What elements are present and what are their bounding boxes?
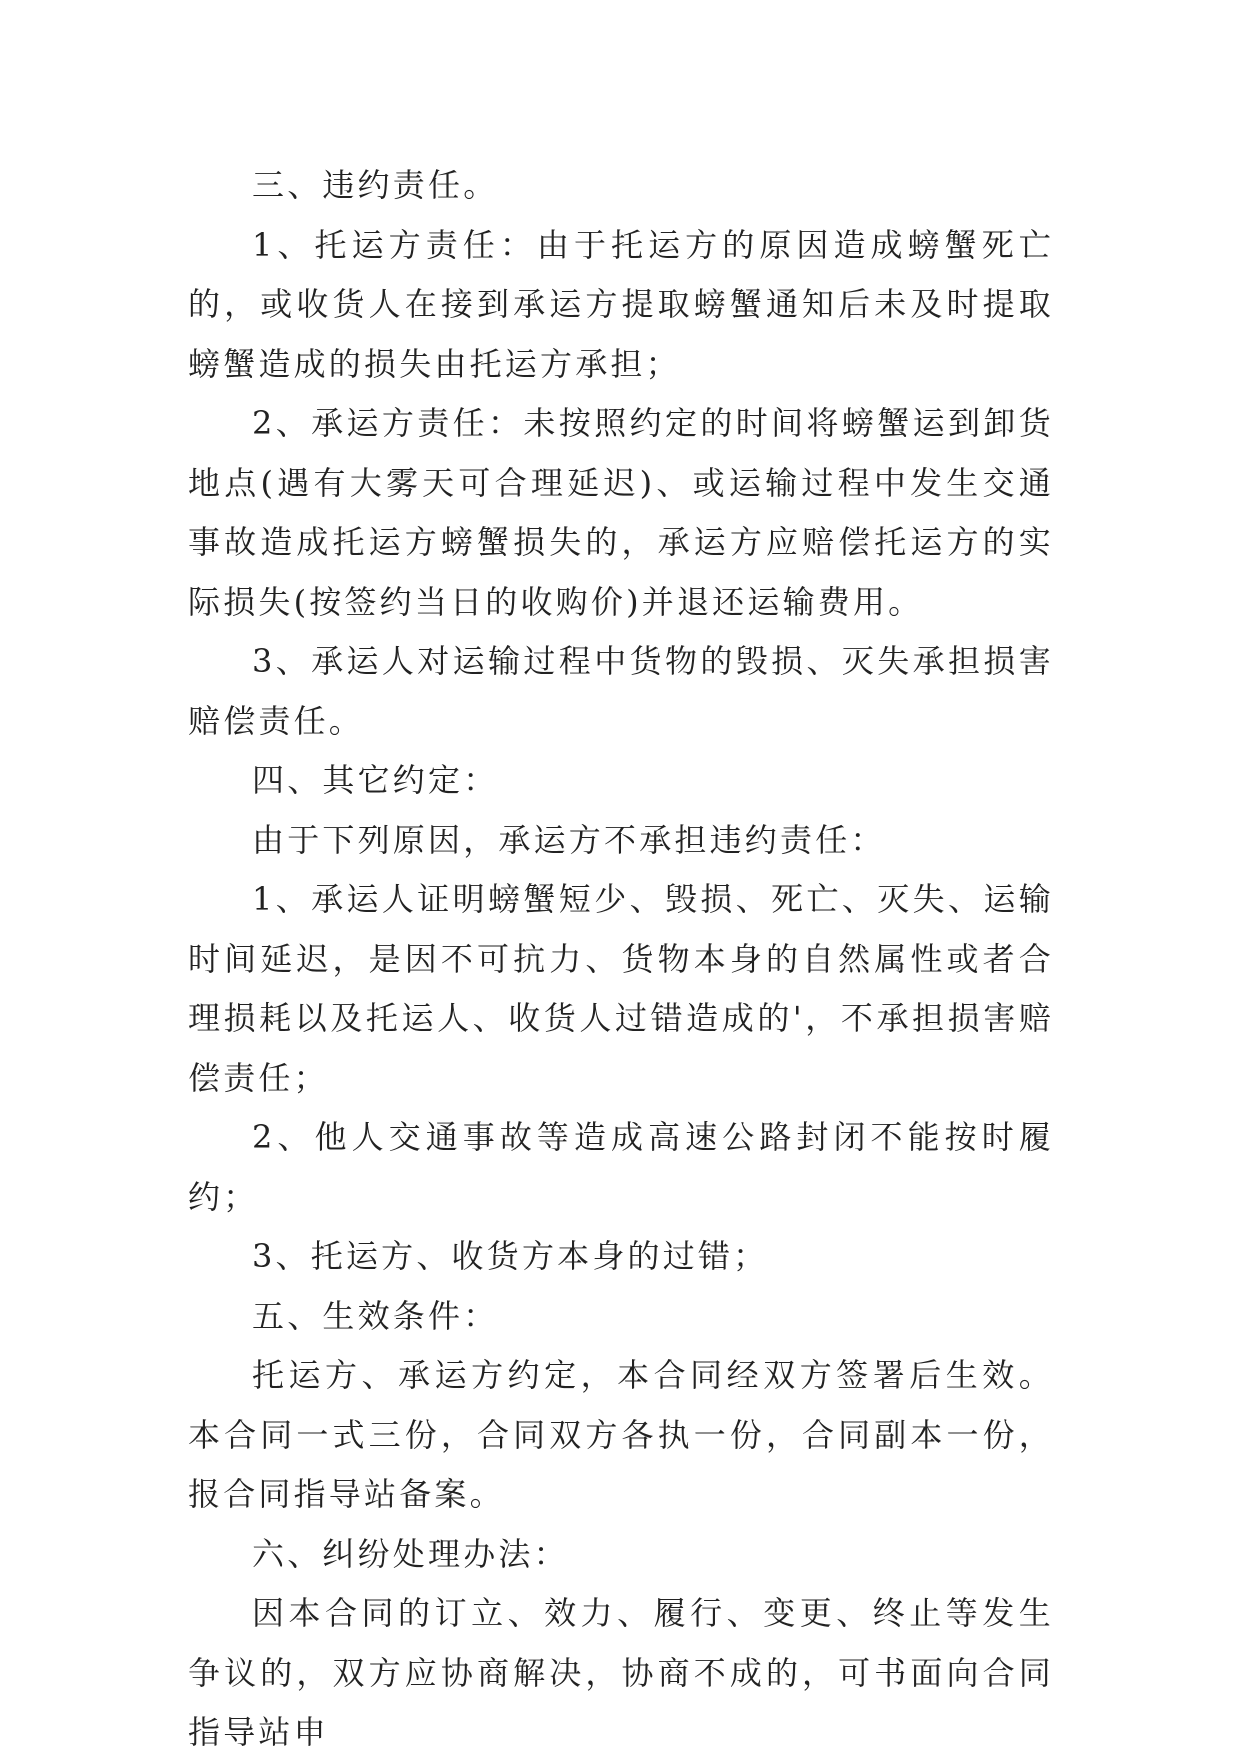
- paragraph-dispute-resolution: 因本合同的订立、效力、履行、变更、终止等发生争议的，双方应协商解决，协商不成的，可书面向合同指导站申: [188, 1594, 1054, 1751]
- paragraph-carrier-liability: 2、承运方责任：未按照约定的时间将螃蟹运到卸货地点(遇有大雾天可合理延迟)、或运输过程中发生交通事故造成托运方螃蟹损失的，承运方应赔偿托运方的实际损失(按签约当日的收购价)并退还运输费用。: [188, 404, 1054, 621]
- paragraph-exemption-3: 3、托运方、收货方本身的过错；: [252, 1237, 769, 1275]
- paragraph-exemption-2: 2、他人交通事故等造成高速公路封闭不能按时履约；: [188, 1118, 1054, 1216]
- paragraph-exemption-intro: 由于下列原因，承运方不承担违约责任：: [252, 820, 886, 859]
- section-heading-dispute-resolution: 六、纠纷处理办法：: [252, 1534, 569, 1573]
- section-heading-breach-liability: 三、违约责任。: [252, 166, 499, 204]
- paragraph-effective-conditions: 托运方、承运方约定，本合同经双方签署后生效。本合同一式三份，合同双方各执一份，合同副本一份，报合同指导站备案。: [188, 1356, 1054, 1513]
- paragraph-shipper-liability: 1、托运方责任：由于托运方的原因造成螃蟹死亡的，或收货人在接到承运方提取螃蟹通知后未及时提取螃蟹造成的损失由托运方承担；: [188, 225, 1054, 383]
- section-heading-other-agreements: 四、其它约定：: [252, 761, 499, 799]
- paragraph-carrier-damage-liability: 3、承运人对运输过程中货物的毁损、灭失承担损害赔偿责任。: [188, 642, 1054, 740]
- section-heading-effective-conditions: 五、生效条件：: [252, 1296, 499, 1335]
- paragraph-exemption-1: 1、承运人证明螃蟹短少、毁损、死亡、灭失、运输时间延迟，是因不可抗力、货物本身的自然属性或者合理损耗以及托运人、收货人过错造成的'，不承担损害赔偿责任；: [188, 880, 1054, 1097]
- document-body: [188, 156, 1054, 1763]
